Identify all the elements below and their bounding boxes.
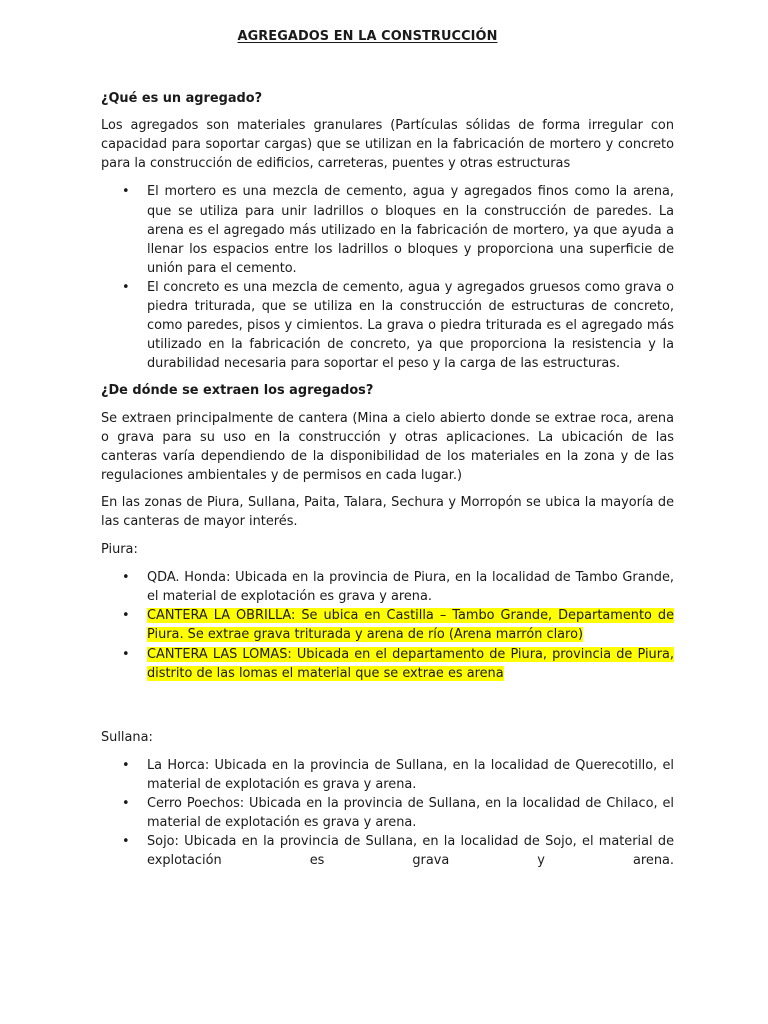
bullet-icon: •: [122, 570, 130, 586]
highlighted-text: CANTERA LA OBRILLA: Se ubica en Castilla – Tambo Grande, Departamento de Piura. Se extrae grava triturada y arena de río (Arena marrón claro): [147, 608, 674, 643]
list-item: [101, 756, 674, 794]
bullet-list-sullana: [101, 756, 674, 871]
highlighted-text: CANTERA LAS LOMAS: Ubicada en el departamento de Piura, provincia de Piura, distrito de las lomas el material que se extrae es arena: [147, 646, 674, 681]
list-item-highlighted: [101, 606, 674, 644]
list-item: [101, 568, 674, 606]
list-item-text: El concreto es una mezcla de cemento, agua y agregados gruesos como grava o piedra triturada, que se utiliza en la construcción de estructuras de concreto, como paredes, pisos y cimientos. La grava o piedra triturada es el agregado más utilizado en la fabricación de concreto, ya que proporciona la resistencia y la durabilidad necesaria para soportar el peso y la carga de las estructuras.: [147, 279, 674, 372]
bullet-icon: •: [122, 279, 130, 295]
list-item-text: Cerro Poechos: Ubicada en la provincia de Sullana, en la localidad de Chilaco, el material de explotación es grava y arena.: [147, 796, 674, 831]
label-sullana: Sullana:: [101, 729, 153, 745]
bullet-icon: •: [122, 184, 130, 200]
bullet-icon: •: [122, 646, 130, 662]
list-item: [101, 794, 674, 832]
paragraph-definicion: Los agregados son materiales granulares (Partículas sólidas de forma irregular con capacidad para soportar cargas) que se utilizan en la fabricación de mortero y concreto para la construcción de edificios, carreteras, puentes y otras estructuras: [101, 118, 674, 172]
list-item-text: La Horca: Ubicada en la provincia de Sullana, en la localidad de Querecotillo, el material de explotación es grava y arena.: [147, 757, 674, 792]
paragraph-canteras: Se extraen principalmente de cantera (Mina a cielo abierto donde se extrae roca, arena o grava para su uso en la construcción y otras aplicaciones. La ubicación de las canteras varía dependiendo de la disponibilidad de los materiales en la zona y de las regulaciones ambientales y de permisos en cada lugar.): [101, 410, 674, 483]
bullet-list-mezclas: [101, 182, 674, 373]
list-item: [101, 832, 674, 870]
bullet-icon: •: [122, 834, 130, 850]
bullet-icon: •: [122, 608, 130, 624]
list-item-text: Sojo: Ubicada en la provincia de Sullana, en la localidad de Sojo, el material de explotación es grava y arena.: [147, 834, 674, 869]
bullet-list-piura: [101, 568, 674, 683]
document-body: [101, 27, 674, 870]
heading-que-es: ¿Qué es un agregado?: [101, 91, 263, 107]
paragraph-zonas: En las zonas de Piura, Sullana, Paita, Talara, Sechura y Morropón se ubica la mayoría de las canteras de mayor interés.: [101, 494, 674, 529]
bullet-icon: •: [122, 757, 130, 773]
list-item-text: El mortero es una mezcla de cemento, agua y agregados finos como la arena, que se utiliza para unir ladrillos o bloques en la construcción de paredes. La arena es el agregado más utilizado en la fabricación de mortero, ya que ayuda a llenar los espacios entre los ladrillos o bloques y proporciona una superficie de unión para el cemento.: [147, 184, 674, 276]
label-piura: Piura:: [101, 542, 138, 558]
document-title: AGREGADOS EN LA CONSTRUCCIÓN: [237, 29, 498, 44]
list-item-highlighted: [101, 645, 674, 683]
list-item-text: QDA. Honda: Ubicada en la provincia de Piura, en la localidad de Tambo Grande, el material de explotación es grava y arena.: [147, 570, 674, 605]
list-item: [101, 278, 674, 373]
heading-de-donde: ¿De dónde se extraen los agregados?: [101, 383, 374, 399]
list-item: [101, 182, 674, 277]
bullet-icon: •: [122, 796, 130, 811]
